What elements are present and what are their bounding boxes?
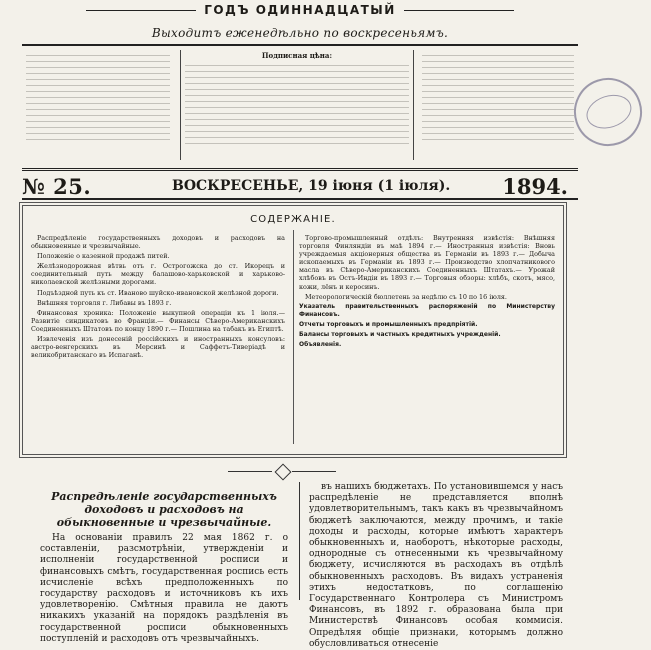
contents-title: СОДЕРЖАНІЕ. [250, 214, 336, 225]
subscription-info [22, 46, 578, 166]
contents-entry: Распредѣленіе государственныхъ доходовъ и расходовъ на обыкновенные и чрезвычайные. [31, 234, 285, 251]
issue-year: 1894. [502, 174, 568, 199]
dateline-top-rule [22, 168, 578, 171]
contents-entry: Подъѣздной путь къ ст. Иваново шуйско-ивановской желѣзной дороги. [37, 288, 279, 297]
subscription-notice [22, 50, 174, 160]
article-title: Распредѣленіе государственныхъ доходовъ и расходовъ на обыкновенные и чрезвычайные. [51, 490, 277, 529]
price-table-title: Подписная цѣна: [261, 51, 333, 60]
contents-entry: Отчеты торговыхъ и промышленныхъ предпріятій. [299, 320, 478, 328]
contents-entry: Балансы торговыхъ и частныхъ кредитныхъ учрежденій. [299, 331, 501, 339]
contents-entry: Объявленія. [299, 341, 342, 349]
masthead-rule-left [86, 10, 196, 11]
masthead-year [22, 3, 578, 17]
contents-entry: Извлеченія изъ донесеній россійскихъ и иностранныхъ консуловъ: австро-венгерскихъ въ Мерсинѣ и Саффетъ-Тиверіадѣ и великобританскаго въ Испаганѣ. [31, 335, 285, 360]
contents-entry: Указатель правительственныхъ распоряженій по Министерству Финансовъ. [299, 302, 555, 318]
contents-entry: Внѣшняя торговля г. Либавы въ 1893 г. [37, 298, 172, 307]
article-left-column [40, 490, 288, 644]
contents-entry: Положеніе о казенной продажѣ питей. [37, 252, 170, 261]
contents-box [22, 205, 564, 455]
subscription-rates-notice [418, 50, 578, 160]
contents-entry: Финансовая хроника: Положеніе выкупной операціи къ 1 іюля.— Развитіе синдикатовъ во Франціи.— Финансы Сѣверо-Американскихъ Соединенныхъ Штатовъ по концу 1890 г.— Пошлина на табакъ въ Египтѣ. [31, 308, 285, 333]
library-stamp [565, 69, 651, 155]
masthead-rule-right [404, 10, 514, 11]
newspaper-page [22, 0, 578, 649]
dateline-bottom-rule [22, 198, 578, 200]
issue-number: № 25. [22, 174, 92, 199]
article-paragraph: въ нашихъ бюджетахъ. По установившемся у насъ распредѣленіе не представляется вполнѣ удовлетворительнымъ, такъ какъ въ чрезвычайномъ бюджетѣ заключаются, между прочимъ, и такіе доходы и расходы, которые имѣютъ характеръ обыкновенныхъ и, наоборотъ, нѣкоторые расходы, однородные съ отнесенными къ чрезвычайному бюджету, исчисляются въ расходахъ въ отдѣлѣ обыкновенныхъ расходовъ. Въ видахъ устраненія этихъ недостатковъ, по соглашенію Государственнаго Контролера съ Министромъ Финансовъ, въ 1892 г. образована была при Министерствѣ Финансовъ особая коммисія. Опредѣляя общіе признаки, которымъ должно обусловливаться отнесеніе [309, 482, 563, 649]
article-right-column [309, 482, 563, 649]
contents-left-column [31, 234, 285, 446]
contents-divider [293, 230, 294, 444]
issue-dateline [22, 174, 578, 198]
masthead-year-text: ГОДЪ ОДИННАДЦАТЫЙ [204, 3, 396, 17]
contents-entry: Метеорологическій бюллетень за недѣлю съ 10 по 16 іюля. [305, 292, 507, 301]
contents-entry: Торгово-промышленный отдѣлъ: Внутренняя извѣстія: Внѣшняя торговля Финляндіи въ маѣ 1894 г.— Иностранныя извѣстія: Вновь учреждаемыя акціонерныя общества въ Германіи въ 1893 г.— Добыча ископаемыхъ въ Германіи въ 1893 г.— Производство хлопчатникового масла въ Сѣверо-Американскихъ Соединенныхъ Штатахъ.— Урожай хлѣбовъ въ Остъ-Индіи въ 1893 г.— Торговыя обзоры: хлѣбъ, скотъ, мясо, кожи, лёнъ и керосинъ. [299, 234, 555, 291]
issue-date: ВОСКРЕСЕНЬЕ, 19 іюня (1 іюля). [172, 178, 451, 194]
article-paragraph: На основаніи правилъ 22 мая 1862 г. о составленіи, разсмотрѣніи, утвержденіи и исполненіи государственной росписи и финансовыхъ смѣтъ, государственная роспись есть исчисленіе всѣхъ предположенныхъ по государству расходовъ и источниковъ къ ихъ удовлетворенію. Смѣтныя правила не даютъ никакихъ указаній на порядокъ раздѣленія въ государственной росписи обыкновенныхъ поступленій и расходовъ отъ чрезвычайныхъ. [40, 533, 288, 644]
contents-entry: Желѣзнодорожная вѣтвь отъ г. Острогожска до ст. Икорецъ и соединительный путь между балашово-харьковской и харьково-николаевской желѣзными дорогами. [31, 262, 285, 287]
subscription-price-table [180, 50, 414, 160]
contents-right-column [299, 234, 555, 446]
masthead-frequency: Выходитъ еженедѣльно по воскресеньямъ. [151, 26, 449, 40]
section-ornament [222, 466, 342, 478]
column-divider [299, 482, 300, 600]
